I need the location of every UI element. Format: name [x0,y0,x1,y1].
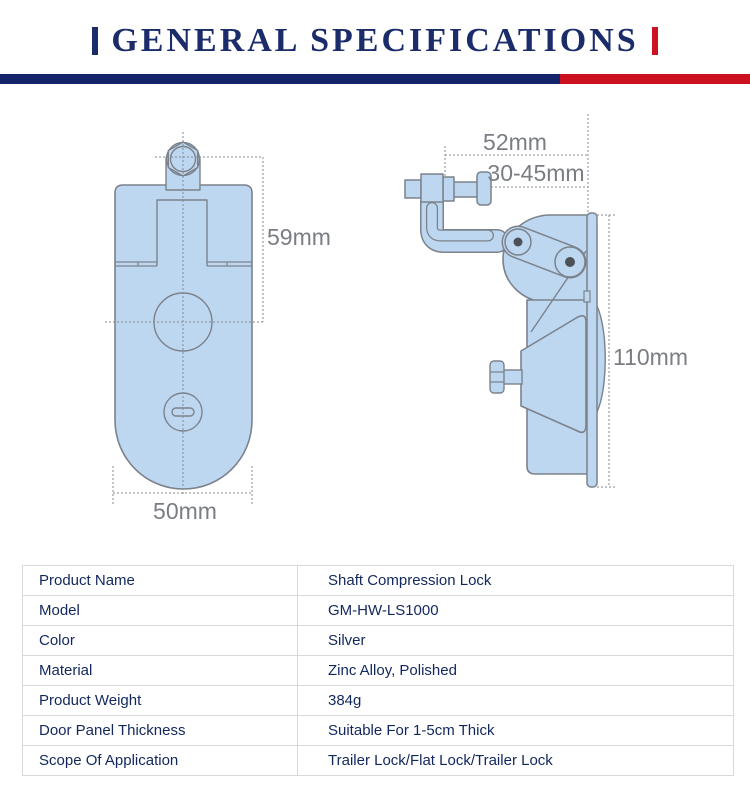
table-row [23,566,734,596]
spec-value: Suitable For 1-5cm Thick [298,716,734,746]
side-gasket-bulge [597,306,605,412]
divider-navy-segment [0,74,560,84]
side-bolt-assembly [405,172,491,205]
front-height-dimension: 59mm [267,224,331,250]
title-accent-right [652,27,658,55]
side-knob-shaft [503,370,522,384]
spec-value: 384g [298,686,734,716]
spec-value: Zinc Alloy, Polished [298,656,734,686]
table-row [23,716,734,746]
side-view-drawing [405,172,605,487]
table-row [23,596,734,626]
spec-label: Scope Of Application [23,746,298,776]
section-divider [0,74,750,84]
spec-value: Trailer Lock/Flat Lock/Trailer Lock [298,746,734,776]
spec-table [22,565,734,776]
spec-value: Shaft Compression Lock [298,566,734,596]
front-nut-bore [171,147,196,172]
spec-label: Product Name [23,566,298,596]
technical-diagram [0,100,750,555]
divider-red-segment [560,74,750,84]
side-pivot-2-pin [565,257,575,267]
spec-label: Color [23,626,298,656]
title-accent-left [92,27,98,55]
spec-label: Material [23,656,298,686]
front-width-dimension: 50mm [153,498,217,524]
side-width-dimension: 52mm [483,129,547,155]
side-knob [490,361,504,393]
table-row [23,626,734,656]
spec-label: Model [23,596,298,626]
table-row [23,656,734,686]
side-pivot-1-pin [514,238,523,247]
side-height-dimension: 110mm [613,344,688,370]
table-row [23,686,734,716]
side-plate-clip [584,291,590,302]
side-range-dimension: 30-45mm [487,160,585,186]
spec-label: Product Weight [23,686,298,716]
side-hook-arm [432,203,497,241]
table-row [23,746,734,776]
spec-value: GM-HW-LS1000 [298,596,734,626]
page-title: GENERAL SPECIFICATIONS [111,22,639,59]
spec-value: Silver [298,626,734,656]
side-back-plate [587,213,597,487]
spec-label: Door Panel Thickness [23,716,298,746]
header [0,18,750,64]
